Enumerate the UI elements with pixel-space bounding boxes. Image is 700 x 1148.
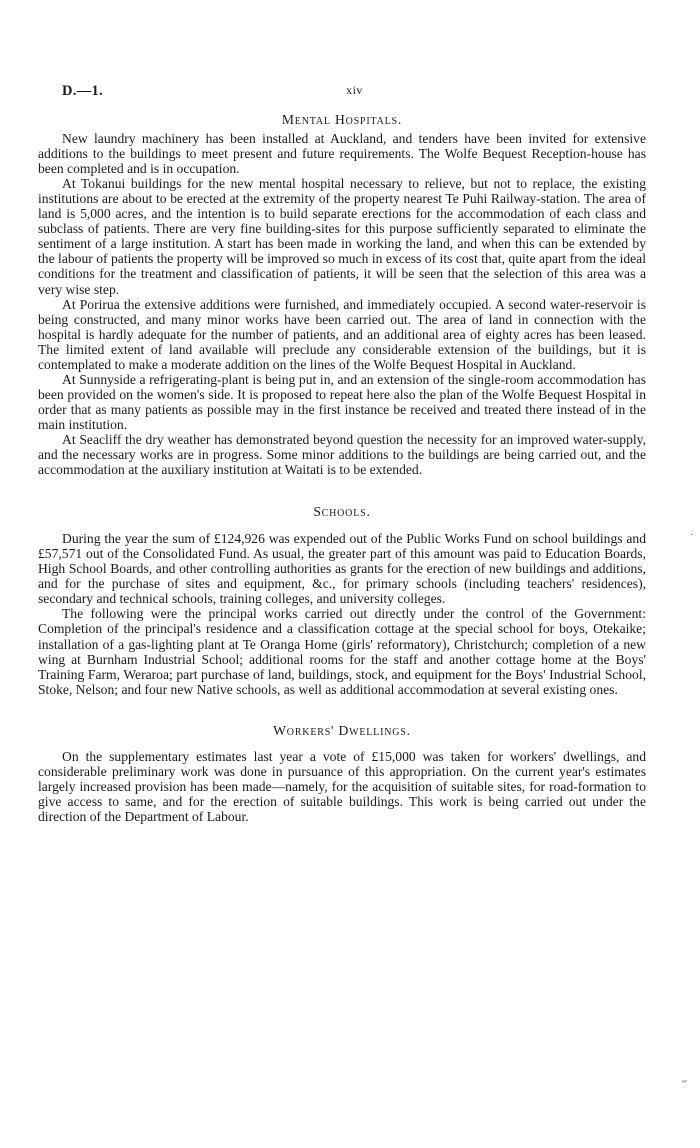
scan-speck: ˶ <box>682 1073 687 1088</box>
document-reference: D.—1. <box>62 83 103 99</box>
paragraph: On the supplementary estimates last year a vote of £15,000 was taken for workers' dwellings, and considerable preliminary work was done in pursuance of this appropriation. On the current year's estimates largely increased provision has been made—namely, for the acquisition of suitable sites, for road-formation to give access to same, and for the erection of suitable buildings. This work is being carried out under the direction of the Department of Labour. <box>38 748 646 824</box>
paragraph: At Tokanui buildings for the new mental hospital necessary to relieve, but not to replace, the existing institutions are about to be erected at the extremity of the property nearest Te Puhi Railway-station. The area of land is 5,000 acres, and the intention is to build separate erections for the accommodation of each class and subclass of patients. There are very fine building-sites for this purpose sufficiently separated to eliminate the sentiment of a large institution. A start has been made in working the land, and when this can be extended by the labour of patients the property will be improved so much in excess of its cost that, quite apart from the ideal conditions for the treatment and classification of patients, it will be seen that the selection of this area was a very wise step. <box>38 176 646 297</box>
paragraph: At Porirua the extensive additions were furnished, and immediately occupied. A second water-reservoir is being constructed, and many minor works have been carried out. The area of land in connection with the hospital is hardly adequate for the number of patients, and an additional area of eighty acres has been leased. The limited extent of land available will preclude any considerable extension of the buildings, but it is contemplated to make a moderate addition on the lines of the Wolfe Bequest Hospital in Auckland. <box>38 296 646 372</box>
paragraph: At Seacliff the dry weather has demonstrated beyond question the necessity for an improved water-supply, and the necessary works are in progress. Some minor additions to the buildings are being carried out, and the accommodation at the auxiliary institution at Waitati is to be extended. <box>38 431 646 478</box>
page-header <box>62 83 647 101</box>
section-heading-schools: Schools. <box>313 504 371 520</box>
paragraph: New laundry machinery has been installed at Auckland, and tenders have been invited for extensive additions to the buildings to meet present and future requirements. The Wolfe Bequest Reception-house has been completed and is in occupation. <box>38 131 646 177</box>
paragraph: During the year the sum of £124,926 was expended out of the Public Works Fund on school buildings and £57,571 out of the Consolidated Fund. As usual, the greater part of this amount was paid to Education Boards, High School Boards, and other controlling authorities as grants for the erection of new buildings and additions, and for the purchase of sites and equipment, &c., for primary schools (including teachers' residences), secondary and technical schools, training colleges, and university colleges. <box>38 531 646 607</box>
section-heading-mental-hospitals: Mental Hospitals. <box>281 112 403 127</box>
paragraph: The following were the principal works carried out directly under the control of the Government: Completion of the principal's residence and a classification cottage at the special school for boys, Otekaike; installation of a gas-lighting plant at Te Oranga Home (girls' reformatory), Christchurch; completion of a new wing at Burnham Industrial School; additional rooms for the staff and another cottage home at the Boys' Training Farm, Weraroa; part purchase of land, buildings, stock, and equipment for the Boys' Industrial School, Stoke, Nelson; and four new Native schools, as well as additional accommodation at several existing ones. <box>38 606 646 697</box>
body-text <box>38 112 646 824</box>
paragraph: At Sunnyside a refrigerating-plant is being put in, and an extension of the single-room accommodation has been provided on the women's side. It is proposed to repeat here also the plan of the Wolfe Bequest Hospital in order that as many patients as possible may in the first instance be received and treated there instead of in the main institution. <box>38 371 646 432</box>
section-heading-workers-dwellings: Workers' Dwellings. <box>273 722 411 738</box>
scan-speck: · <box>690 530 694 541</box>
page-number: xiv <box>346 83 363 97</box>
